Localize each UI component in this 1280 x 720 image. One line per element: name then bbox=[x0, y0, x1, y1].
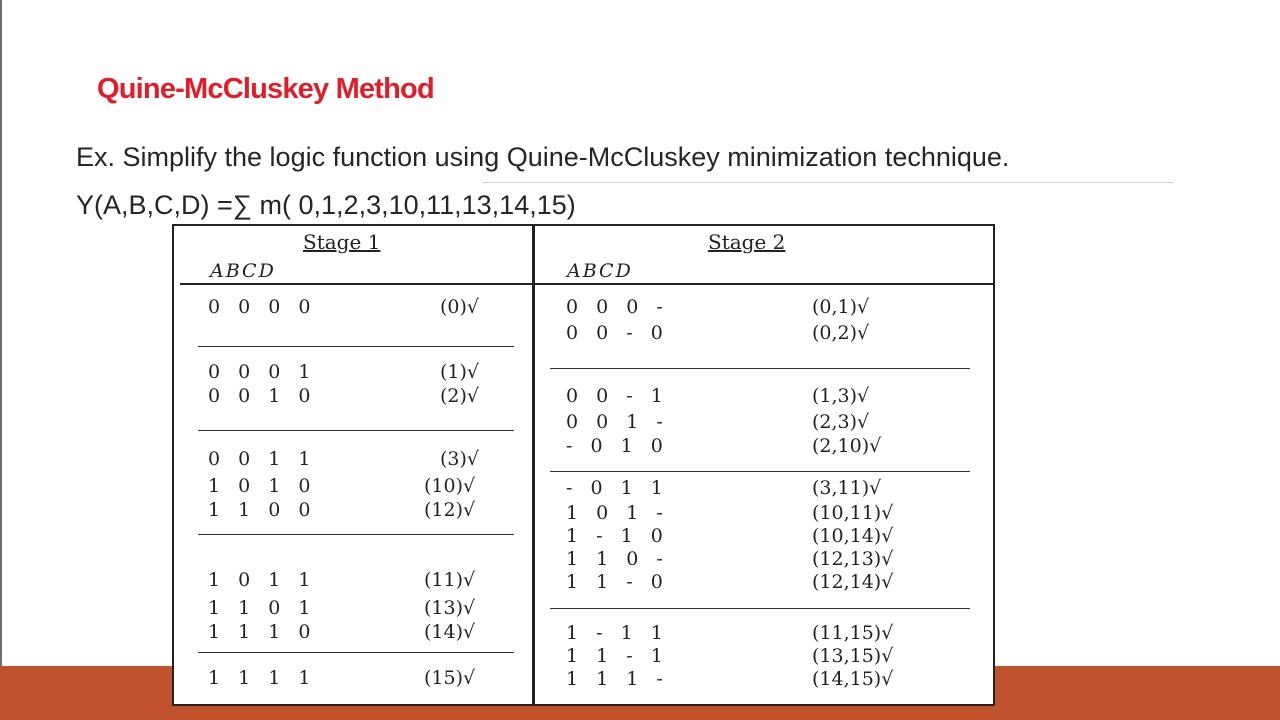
slide-title: Quine-McCluskey Method bbox=[97, 73, 434, 105]
binary-term: - 0 1 0 bbox=[566, 435, 669, 457]
table-row bbox=[208, 597, 508, 621]
binary-term: 1 1 - 0 bbox=[566, 571, 669, 593]
stage1-column-header: ABCD bbox=[210, 260, 276, 282]
stage1-label: Stage 1 bbox=[303, 230, 381, 254]
slide-left-border bbox=[0, 0, 2, 720]
minterm-group: (0,2)√ bbox=[812, 322, 870, 344]
binary-term: 0 0 0 0 bbox=[208, 296, 317, 318]
minterm-group: (1)√ bbox=[440, 361, 480, 383]
minterm-group: (13)√ bbox=[424, 597, 476, 619]
group-separator bbox=[550, 608, 970, 609]
table-row bbox=[208, 621, 508, 645]
minterm-group: (3)√ bbox=[440, 448, 480, 470]
binary-term: 1 0 1 0 bbox=[208, 475, 317, 497]
binary-term: 1 1 0 - bbox=[566, 548, 669, 570]
minterm-group: (15)√ bbox=[424, 667, 476, 689]
table-row bbox=[566, 525, 966, 549]
table-row bbox=[566, 477, 966, 501]
minterm-group: (12,14)√ bbox=[812, 571, 894, 593]
minterm-group: (10)√ bbox=[424, 475, 476, 497]
binary-term: 0 0 1 - bbox=[566, 411, 669, 433]
group-separator bbox=[550, 368, 970, 369]
header-divider bbox=[180, 283, 993, 285]
binary-term: 0 0 - 0 bbox=[566, 322, 669, 344]
minterm-group: (0,1)√ bbox=[812, 296, 870, 318]
table-row bbox=[208, 475, 508, 499]
table-row bbox=[566, 622, 966, 646]
minterm-group: (2)√ bbox=[440, 385, 480, 407]
table-row bbox=[566, 548, 966, 572]
minterm-group: (11)√ bbox=[424, 569, 476, 591]
minterm-group: (12)√ bbox=[424, 499, 476, 521]
binary-term: 1 1 1 0 bbox=[208, 621, 317, 643]
function-expression: Y(A,B,C,D) =∑ m( 0,1,2,3,10,11,13,14,15) bbox=[76, 190, 576, 220]
binary-term: 1 1 1 1 bbox=[208, 667, 317, 689]
minterm-group: (0)√ bbox=[440, 296, 480, 318]
group-separator bbox=[198, 430, 514, 431]
table-row bbox=[566, 668, 966, 692]
binary-term: - 0 1 1 bbox=[566, 477, 669, 499]
table-row bbox=[566, 296, 966, 320]
problem-statement: Ex. Simplify the logic function using Quine-McCluskey minimization technique. bbox=[76, 142, 1010, 172]
binary-term: 1 1 0 0 bbox=[208, 499, 317, 521]
minterm-group: (13,15)√ bbox=[812, 645, 894, 667]
binary-term: 1 0 1 - bbox=[566, 502, 669, 524]
table-row bbox=[208, 499, 508, 523]
group-separator bbox=[198, 534, 514, 535]
minterm-group: (2,3)√ bbox=[812, 411, 870, 433]
minterm-group: (12,13)√ bbox=[812, 548, 894, 570]
table-row bbox=[566, 385, 966, 409]
table-row bbox=[208, 385, 508, 409]
binary-term: 1 1 0 1 bbox=[208, 597, 317, 619]
group-separator bbox=[550, 471, 970, 472]
minterm-group: (10,14)√ bbox=[812, 525, 894, 547]
table-row bbox=[566, 502, 966, 526]
stage2-label: Stage 2 bbox=[708, 230, 786, 254]
table-row bbox=[566, 322, 966, 346]
binary-term: 0 0 1 1 bbox=[208, 448, 317, 470]
group-separator bbox=[198, 652, 514, 653]
minterm-group: (11,15)√ bbox=[812, 622, 894, 644]
table-row bbox=[566, 571, 966, 595]
binary-term: 0 0 0 1 bbox=[208, 361, 317, 383]
stage2-column-header: ABCD bbox=[567, 260, 633, 282]
table-row bbox=[208, 667, 508, 691]
minterm-group: (10,11)√ bbox=[812, 502, 894, 524]
divider-line bbox=[483, 182, 1173, 183]
table-row bbox=[566, 645, 966, 669]
minterm-group: (3,11)√ bbox=[812, 477, 882, 499]
group-separator bbox=[198, 346, 514, 347]
table-row bbox=[208, 569, 508, 593]
binary-term: 0 0 1 0 bbox=[208, 385, 317, 407]
table-row bbox=[208, 448, 508, 472]
binary-term: 0 0 - 1 bbox=[566, 385, 669, 407]
minterm-group: (2,10)√ bbox=[812, 435, 882, 457]
binary-term: 1 - 1 0 bbox=[566, 525, 669, 547]
binary-term: 1 1 - 1 bbox=[566, 645, 669, 667]
minterm-group: (1,3)√ bbox=[812, 385, 870, 407]
column-divider bbox=[532, 226, 535, 704]
table-row bbox=[208, 361, 508, 385]
table-row bbox=[566, 435, 966, 459]
binary-term: 0 0 0 - bbox=[566, 296, 669, 318]
binary-term: 1 0 1 1 bbox=[208, 569, 317, 591]
binary-term: 1 - 1 1 bbox=[566, 622, 669, 644]
minterm-group: (14)√ bbox=[424, 621, 476, 643]
table-row bbox=[566, 411, 966, 435]
table-row bbox=[208, 296, 508, 320]
minterm-group: (14,15)√ bbox=[812, 668, 894, 690]
binary-term: 1 1 1 - bbox=[566, 668, 669, 690]
qm-grouping-table bbox=[172, 224, 995, 706]
